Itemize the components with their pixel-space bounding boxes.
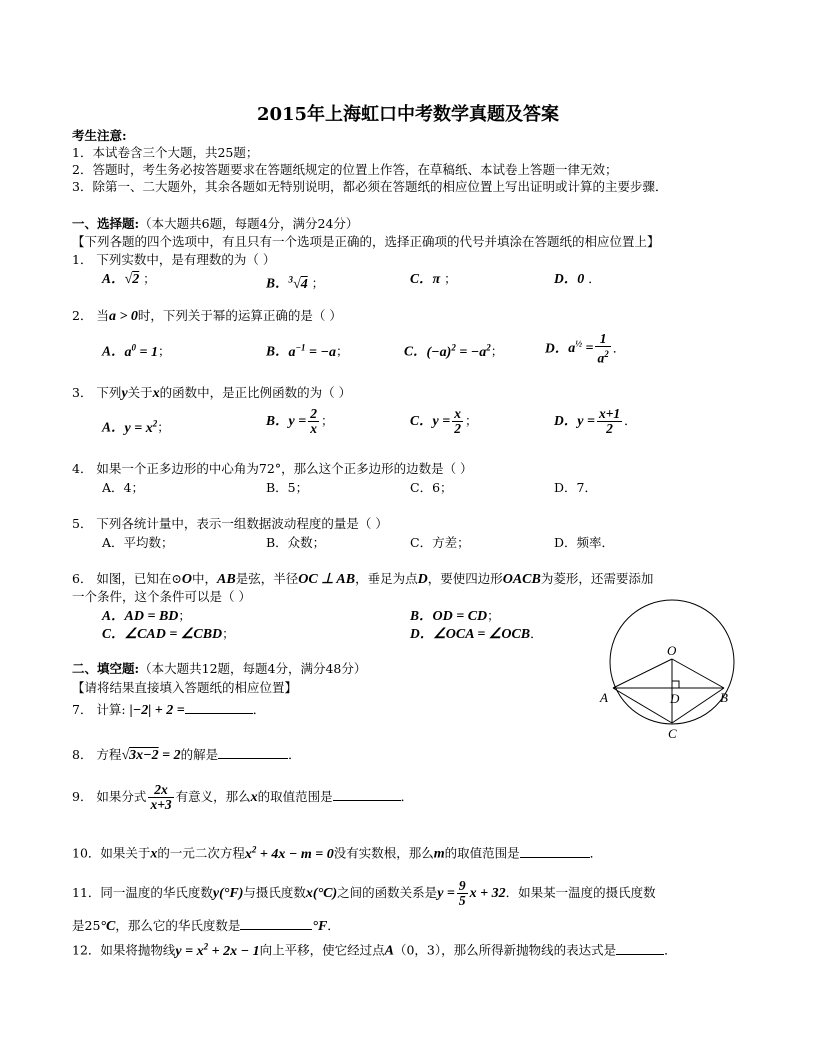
q5-option-a: A．平均数； bbox=[102, 535, 174, 550]
q1-option-b: B．$^3$√4 ； bbox=[266, 274, 325, 292]
q3-option-b: B．y = $\frac{2}{x}$ ； bbox=[266, 406, 334, 436]
q5-stem: 5． 下列各统计量中，表示一组数据波动程度的量是（ ） bbox=[72, 516, 388, 531]
q3-option-d: D．y = $\frac{x+1}{2}$ ． bbox=[554, 406, 637, 436]
q4-option-c: C．6； bbox=[410, 480, 453, 495]
q12: 12．如果将抛物线$y = x^2 + 2x - 1$向上平移，使它经过点A（0，3），那么所得新抛物线的表达式是 ． bbox=[72, 941, 677, 959]
q11-line1: 11．同一温度的华氏度数y(°F)与摄氏度数x(°C)之间的函数关系是y = $\frac{9}{5}$ x + 32．如果某一温度的摄氏度数 bbox=[72, 878, 656, 908]
q3-stem: 3． 下列y关于x的函数中，是正比例函数的为（ ） bbox=[72, 385, 352, 401]
q1-option-c: C．π ； bbox=[410, 271, 457, 287]
page-title: 2015年上海虹口中考数学真题及答案 bbox=[256, 104, 560, 125]
q2-option-b: B．$a^{-1} = -a$； bbox=[266, 342, 349, 360]
section1-header: 一、选择题:（本大题共6题，每题4分，满分24分） bbox=[72, 216, 359, 231]
section1-instruction: 【下列各题的四个选项中，有且只有一个选项是正确的，选择正确项的代号并填涂在答题纸的相应位置上】 bbox=[72, 234, 660, 249]
q6-stem-line2: 一个条件，这个条件可以是（ ） bbox=[72, 589, 251, 604]
label-d: D bbox=[670, 691, 680, 706]
q4-option-d: D．7． bbox=[554, 480, 597, 495]
q11-line2: 是25°C，那么它的华氏度数是 °F． bbox=[72, 918, 340, 934]
q2-stem: 2． 当a > 0时，下列关于幂的运算正确的是（ ） bbox=[72, 308, 342, 324]
q9: 9． 如果分式 $\frac{2x}{x+3}$ 有意义，那么x的取值范围是 ． bbox=[72, 782, 414, 812]
q4-option-b: B．5； bbox=[266, 480, 309, 495]
notice-heading: 考生注意: bbox=[72, 128, 127, 143]
q3-option-a: A．$y = x^2$； bbox=[102, 418, 170, 436]
q6-option-a: A．AD = BD； bbox=[102, 608, 191, 624]
segment-ob bbox=[672, 659, 724, 688]
segment-oa bbox=[613, 659, 672, 688]
q5-option-c: C．方差； bbox=[410, 535, 470, 550]
notice-item-1: 1．本试卷含三个大题，共25题； bbox=[72, 145, 259, 160]
notice-item-3: 3．除第一、二大题外，其余各题如无特别说明，都必须在答题纸的相应位置上写出证明或计算的主要步骤． bbox=[72, 179, 668, 194]
q5-option-b: B．众数； bbox=[266, 535, 326, 550]
q2-option-d: D．$a^{\frac{1}{2}}$ = $\frac{1}{a^2}$ ． bbox=[545, 331, 626, 366]
right-angle-mark bbox=[672, 681, 679, 688]
q4-option-a: A．4； bbox=[102, 480, 144, 495]
q5-option-d: D．频率． bbox=[554, 535, 615, 550]
q6-option-b: B．OD = CD； bbox=[410, 608, 500, 624]
q2-option-a: A．$a^0 = 1$； bbox=[102, 342, 171, 360]
q6-option-d: D．∠OCA = ∠OCB． bbox=[410, 626, 543, 642]
q8: 8． 方程√3x−2 = 2的解是 ． bbox=[72, 747, 301, 763]
q6-stem-line1: 6． 如图，已知在⊙O中，AB是弦，半径OC ⊥ AB，垂足为点D，要使四边形OACB为菱形，还需要添加 bbox=[72, 571, 654, 587]
q10: 10．如果关于x的一元二次方程$x^2 + 4x - m = 0$没有实数根，那么m的取值范围是 ． bbox=[72, 844, 603, 862]
section2-header: 二、填空题:（本大题共12题，每题4分，满分48分） bbox=[72, 661, 367, 676]
q4-stem: 4． 如果一个正多边形的中心角为72°，那么这个正多边形的边数是（ ） bbox=[72, 461, 473, 476]
label-o: O bbox=[667, 643, 677, 658]
q2-option-c: C．$(-a)^2 = -a^2$； bbox=[404, 342, 504, 360]
circle-diagram bbox=[596, 592, 736, 742]
label-b: B bbox=[720, 690, 728, 705]
q1-option-a: A．√2 ； bbox=[102, 271, 156, 287]
q3-option-c: C．y = $\frac{x}{2}$ ； bbox=[410, 406, 478, 436]
q7: 7． 计算: |−2| + 2 = ． bbox=[72, 702, 266, 718]
q6-option-c: C．∠CAD = ∠CBD； bbox=[102, 626, 235, 642]
q1-stem: 1． 下列实数中，是有理数的为（ ） bbox=[72, 252, 276, 267]
label-c: C bbox=[668, 726, 677, 741]
label-a: A bbox=[600, 690, 608, 705]
q1-option-d: D．0 ． bbox=[554, 271, 601, 287]
section2-instruction: 【请将结果直接填入答题纸的相应位置】 bbox=[72, 680, 298, 695]
notice-item-2: 2．答题时，考生务必按答题要求在答题纸规定的位置上作答，在草稿纸、本试卷上答题一律无效； bbox=[72, 162, 618, 177]
segment-ac bbox=[613, 688, 672, 723]
